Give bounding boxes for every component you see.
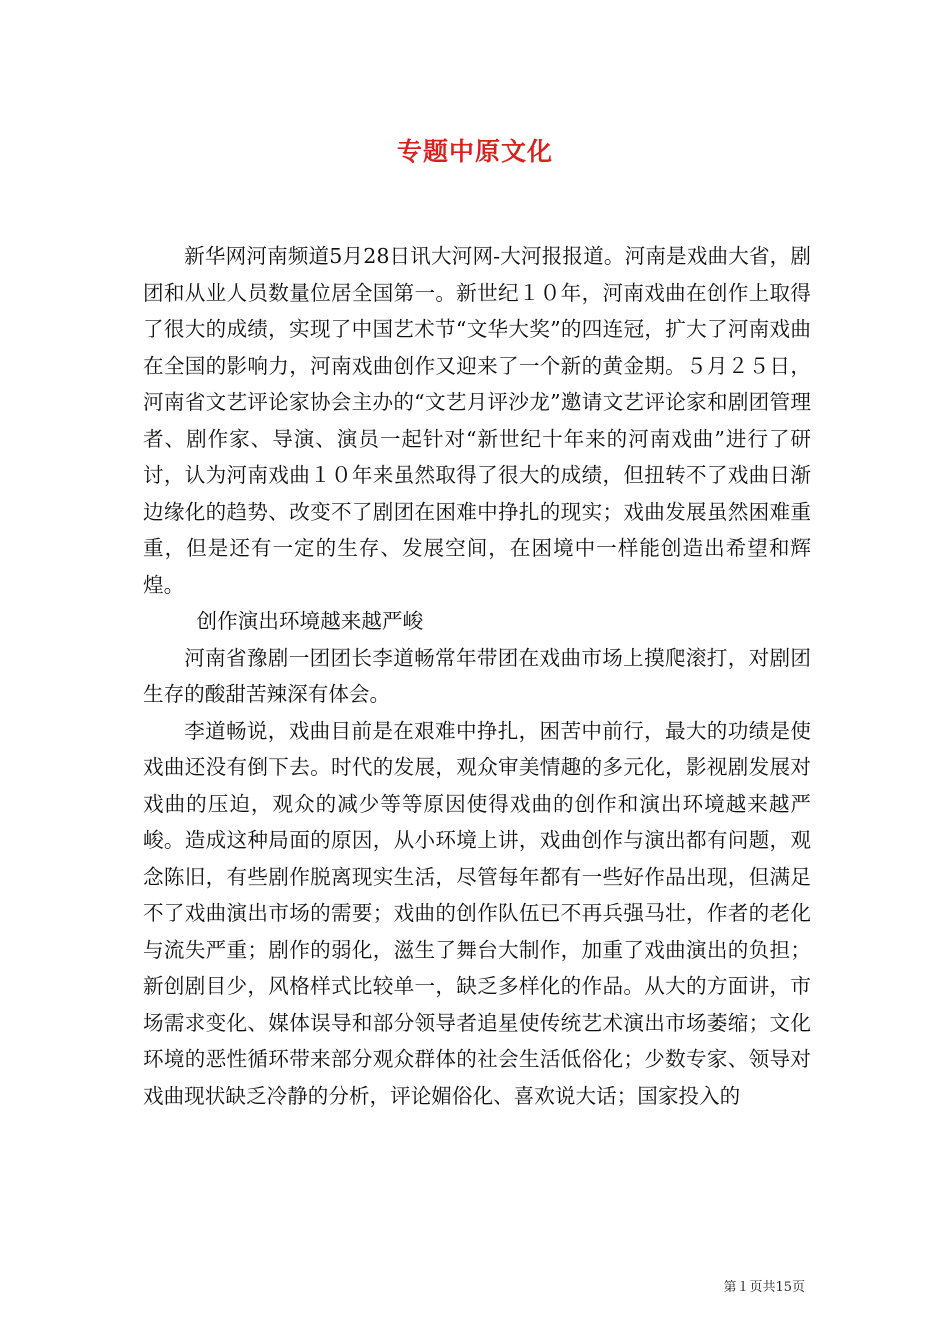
paragraph-intro: 新华网河南频道5月28日讯大河网-大河报报道。河南是戏曲大省，剧团和从业人员数量位居全国第一。新世纪１０年，河南戏曲在创作上取得了很大的成绩，实现了中国艺术节“文华大奖”的四连冠，扩大了河南戏曲在全国的影响力，河南戏曲创作又迎来了一个新的黄金期。５月２５日，河南省文艺评论家协会主办的“文艺月评沙龙”邀请文艺评论家和剧团管理者、剧作家、导演、演员一起针对“新世纪十年来的河南戏曲”进行了研讨，认为河南戏曲１０年来虽然取得了很大的成绩，但扭转不了戏曲日渐边缘化的趋势、改变不了剧团在困难中挣扎的现实；戏曲发展虽然困难重重，但是还有一定的生存、发展空间，在困境中一样能创造出希望和辉煌。 bbox=[143, 244, 811, 597]
section-heading: 创作演出环境越来越严峻 bbox=[196, 609, 424, 633]
document-title: 专题中原文化 bbox=[396, 137, 553, 166]
page-footer: 第１页共15页 bbox=[723, 1280, 805, 1295]
document-body bbox=[143, 238, 811, 1114]
paragraph-li-intro: 河南省豫剧一团团长李道畅常年带团在戏曲市场上摸爬滚打，对剧团生存的酸甜苦辣深有体会。 bbox=[143, 645, 811, 706]
paragraph-li-quote: 李道畅说，戏曲目前是在艰难中挣扎，困苦中前行，最大的功绩是使戏曲还没有倒下去。时代的发展，观众审美情趣的多元化，影视剧发展对戏曲的压迫，观众的减少等等原因使得戏曲的创作和演出环境越来越严峻。造成这种局面的原因，从小环境上讲，戏曲创作与演出都有问题，观念陈旧，有些剧作脱离现实生活，尽管每年都有一些好作品出现，但满足不了戏曲演出市场的需要；戏曲的创作队伍已不再兵强马壮，作者的老化与流失严重；剧作的弱化，滋生了舞台大制作，加重了戏曲演出的负担；新创剧目少，风格样式比较单一，缺乏多样化的作品。从大的方面讲，市场需求变化、媒体误导和部分领导者追星使传统艺术演出市场萎缩；文化环境的恶性循环带来部分观众群体的社会生活低俗化；少数专家、领导对戏曲现状缺乏冷静的分析，评论媚俗化、喜欢说大话；国家投入的 bbox=[143, 718, 811, 1108]
